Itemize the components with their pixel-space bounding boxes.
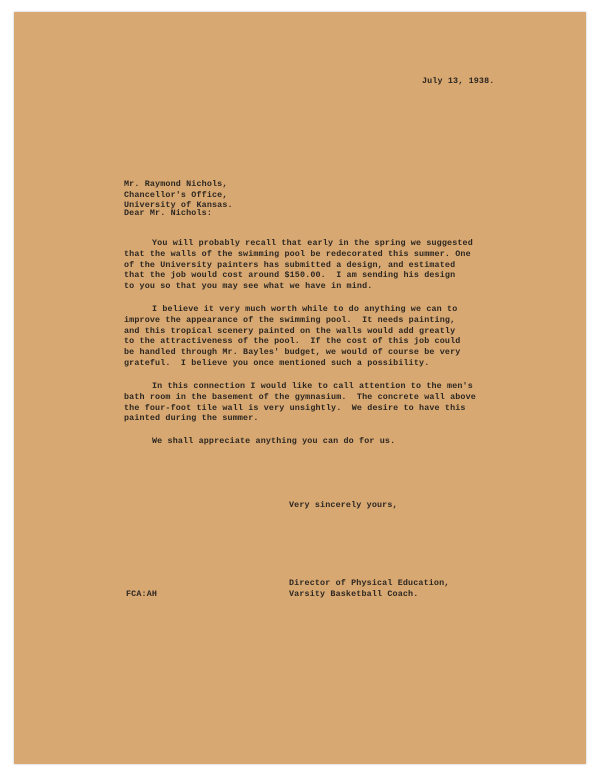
letter-page [14, 12, 586, 764]
paragraph-1-line-3: of the University painters has submitted a design, and estimated [124, 259, 456, 270]
paragraph-3-line-3: the four-foot tile wall is very unsightly. We desire to have this [124, 402, 466, 413]
paragraph-1-line-2: that the walls of the swimming pool be redecorated this summer. One [124, 248, 471, 259]
paragraph-3-line-2: bath room in the basement of the gymnasium. The concrete wall above [124, 391, 476, 402]
recipient-office: Chancellor's Office, [124, 189, 228, 200]
paragraph-1-line-1: You will probably recall that early in the spring we suggested [152, 238, 473, 248]
letter-date: July 13, 1938. [422, 76, 495, 86]
paragraph-2-line-1: I believe it very much worth while to do anything we can to [152, 304, 458, 314]
paragraph-1-line-4: that the job would cost around $150.00. I am sending his design [124, 270, 456, 281]
paragraph-2-line-6: grateful. I believe you once mentioned such a possibility. [124, 358, 430, 368]
paragraph-2-line-3: and this tropical scenery painted on the walls would add greatly [124, 325, 456, 336]
paragraph-3-line-1: In this connection I would like to call attention to the men's [152, 381, 473, 391]
paragraph-1-line-5: to you so that you may see what we have in mind. [124, 281, 373, 292]
signature-title-2: Varsity Basketball Coach. [289, 589, 419, 599]
paragraph-2-line-2: improve the appearance of the swimming pool. It needs painting, [124, 314, 456, 325]
paragraph-2-line-5: be handled through Mr. Bayles' budget, we would of course be very [124, 347, 461, 358]
recipient-name: Mr. Raymond Nichols, [124, 179, 228, 189]
reference-initials: FCA:AH [126, 589, 158, 599]
paragraph-3-line-4: painted during the summer. [124, 413, 259, 424]
recipient-institution: University of Kansas. [124, 200, 233, 211]
paragraph-2-line-4: to the attractiveness of the pool. If the cost of this job could [124, 336, 461, 347]
closing: Very sincerely yours, [289, 500, 398, 510]
salutation: Dear Mr. Nichols: [124, 208, 212, 218]
paragraph-4-line-1: We shall appreciate anything you can do for us. [152, 436, 396, 446]
signature-title-1: Director of Physical Education, [289, 578, 450, 588]
